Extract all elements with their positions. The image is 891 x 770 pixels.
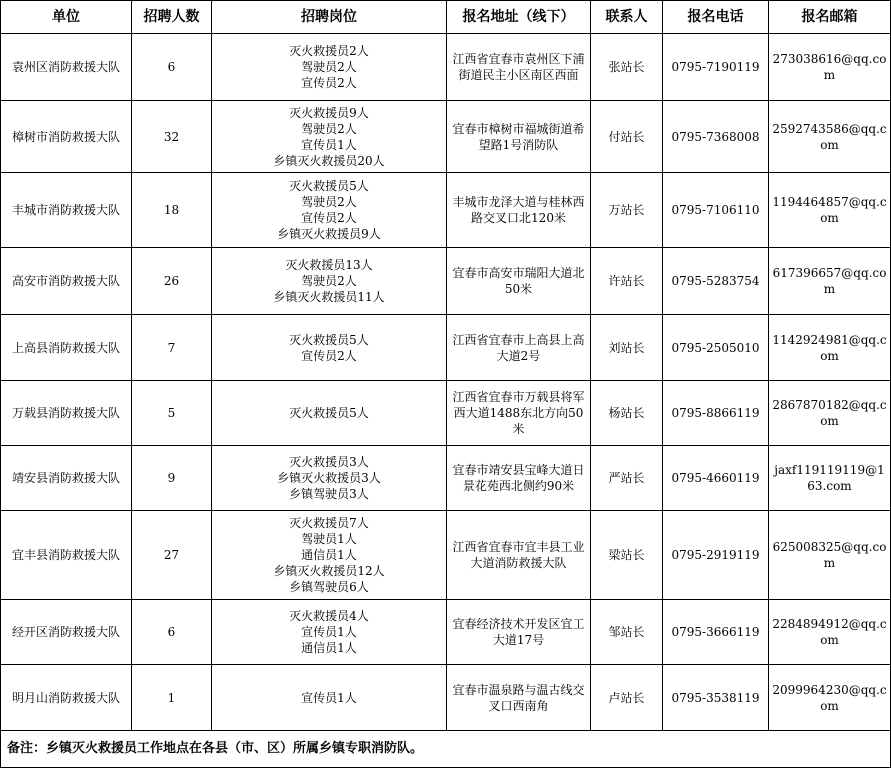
- contact-cell: 付站长: [591, 101, 663, 173]
- contact-cell: 严站长: [591, 446, 663, 511]
- count-cell: 32: [132, 101, 212, 173]
- header-phone: 报名电话: [663, 1, 769, 34]
- header-row: [1, 1, 891, 34]
- position-item: 灭火救援员13人: [285, 258, 373, 272]
- table-row: [1, 101, 891, 173]
- header-positions: 招聘岗位: [212, 1, 447, 34]
- unit-cell: 万载县消防救援大队: [1, 381, 132, 446]
- unit-cell: 明月山消防救援大队: [1, 665, 132, 731]
- unit-cell: 高安市消防救援大队: [1, 248, 132, 315]
- address-cell: 宜春经济技术开发区宜工大道17号: [447, 600, 591, 665]
- table-row: [1, 381, 891, 446]
- contact-cell: 卢站长: [591, 665, 663, 731]
- email-cell: 2867870182@qq.com: [769, 381, 891, 446]
- address-cell: 宜春市靖安县宝峰大道日景花苑西北侧约90米: [447, 446, 591, 511]
- count-cell: 9: [132, 446, 212, 511]
- email-cell: 2284894912@qq.com: [769, 600, 891, 665]
- email-cell: jaxf119119119@163.com: [769, 446, 891, 511]
- email-cell: 625008325@qq.com: [769, 511, 891, 600]
- position-item: 驾驶员2人: [301, 60, 357, 74]
- positions-cell: [212, 665, 447, 731]
- position-item: 灭火救援员3人: [289, 455, 369, 469]
- phone-cell: 0795-3666119: [663, 600, 769, 665]
- address-cell: 江西省宜春市宜丰县工业大道消防救援大队: [447, 511, 591, 600]
- unit-cell: 经开区消防救援大队: [1, 600, 132, 665]
- table-row: [1, 600, 891, 665]
- position-item: 灭火救援员5人: [289, 406, 369, 420]
- positions-cell: [212, 511, 447, 600]
- position-item: 驾驶员2人: [301, 195, 357, 209]
- positions-cell: [212, 101, 447, 173]
- header-count: 招聘人数: [132, 1, 212, 34]
- table-row: [1, 173, 891, 248]
- phone-cell: 0795-4660119: [663, 446, 769, 511]
- unit-cell: 宜丰县消防救援大队: [1, 511, 132, 600]
- position-item: 灭火救援员7人: [289, 516, 369, 530]
- position-item: 乡镇灭火救援员9人: [277, 227, 381, 241]
- phone-cell: 0795-7106110: [663, 173, 769, 248]
- note-row: [1, 731, 891, 768]
- contact-cell: 许站长: [591, 248, 663, 315]
- table-row: [1, 248, 891, 315]
- email-cell: 2592743586@qq.com: [769, 101, 891, 173]
- position-item: 灭火救援员5人: [289, 179, 369, 193]
- position-item: 乡镇灭火救援员3人: [277, 471, 381, 485]
- position-item: 乡镇驾驶员6人: [289, 580, 369, 594]
- note-text: 备注：乡镇灭火救援员工作地点在各县（市、区）所属乡镇专职消防队。: [1, 731, 891, 768]
- count-cell: 27: [132, 511, 212, 600]
- count-cell: 26: [132, 248, 212, 315]
- header-contact: 联系人: [591, 1, 663, 34]
- address-cell: 江西省宜春市万载县将军西大道1488东北方向50米: [447, 381, 591, 446]
- phone-cell: 0795-7368008: [663, 101, 769, 173]
- email-cell: 273038616@qq.com: [769, 34, 891, 101]
- positions-cell: [212, 381, 447, 446]
- position-item: 宣传员2人: [301, 348, 357, 363]
- contact-cell: 杨站长: [591, 381, 663, 446]
- contact-cell: 张站长: [591, 34, 663, 101]
- position-item: 通信员1人: [301, 641, 357, 655]
- position-item: 乡镇灭火救援员11人: [273, 290, 385, 304]
- address-cell: 宜春市樟树市福城街道希望路1号消防队: [447, 101, 591, 173]
- contact-cell: 万站长: [591, 173, 663, 248]
- position-item: 驾驶员2人: [301, 274, 357, 288]
- email-cell: 617396657@qq.com: [769, 248, 891, 315]
- count-cell: 1: [132, 665, 212, 731]
- phone-cell: 0795-2919119: [663, 511, 769, 600]
- position-item: 驾驶员1人: [301, 532, 357, 546]
- positions-cell: [212, 315, 447, 381]
- position-item: 宣传员1人: [301, 690, 357, 705]
- count-cell: 5: [132, 381, 212, 446]
- contact-cell: 邹站长: [591, 600, 663, 665]
- unit-cell: 袁州区消防救援大队: [1, 34, 132, 101]
- header-address: 报名地址（线下）: [447, 1, 591, 34]
- table-row: [1, 446, 891, 511]
- position-item: 驾驶员2人: [301, 121, 357, 136]
- position-item: 灭火救援员5人: [289, 332, 369, 347]
- address-cell: 江西省宜春市袁州区下浦街道民主小区南区西面: [447, 34, 591, 101]
- position-item: 灭火救援员2人: [289, 44, 369, 58]
- phone-cell: 0795-3538119: [663, 665, 769, 731]
- phone-cell: 0795-8866119: [663, 381, 769, 446]
- position-item: 宣传员1人: [301, 137, 357, 152]
- position-item: 灭火救援员4人: [289, 609, 369, 623]
- positions-cell: [212, 34, 447, 101]
- position-item: 乡镇驾驶员3人: [289, 487, 369, 501]
- count-cell: 6: [132, 600, 212, 665]
- positions-cell: [212, 248, 447, 315]
- positions-cell: [212, 173, 447, 248]
- position-item: 灭火救援员9人: [289, 105, 369, 120]
- count-cell: 7: [132, 315, 212, 381]
- email-cell: 2099964230@qq.com: [769, 665, 891, 731]
- header-email: 报名邮箱: [769, 1, 891, 34]
- table-row: [1, 315, 891, 381]
- table-row: [1, 34, 891, 101]
- header-unit: 单位: [1, 1, 132, 34]
- table-row: [1, 665, 891, 731]
- unit-cell: 上高县消防救援大队: [1, 315, 132, 381]
- positions-cell: [212, 446, 447, 511]
- position-item: 宣传员2人: [301, 211, 357, 225]
- address-cell: 江西省宜春市上高县上高大道2号: [447, 315, 591, 381]
- address-cell: 丰城市龙泽大道与桂林西路交叉口北120米: [447, 173, 591, 248]
- position-item: 通信员1人: [301, 548, 357, 562]
- position-item: 宣传员1人: [301, 625, 357, 639]
- positions-cell: [212, 600, 447, 665]
- position-item: 宣传员2人: [301, 76, 357, 90]
- count-cell: 6: [132, 34, 212, 101]
- phone-cell: 0795-2505010: [663, 315, 769, 381]
- contact-cell: 梁站长: [591, 511, 663, 600]
- table-row: [1, 511, 891, 600]
- email-cell: 1142924981@qq.com: [769, 315, 891, 381]
- position-item: 乡镇灭火救援员12人: [273, 564, 385, 578]
- unit-cell: 靖安县消防救援大队: [1, 446, 132, 511]
- address-cell: 宜春市温泉路与温古线交叉口西南角: [447, 665, 591, 731]
- unit-cell: 丰城市消防救援大队: [1, 173, 132, 248]
- position-item: 乡镇灭火救援员20人: [273, 153, 385, 168]
- unit-cell: 樟树市消防救援大队: [1, 101, 132, 173]
- address-cell: 宜春市高安市瑞阳大道北50米: [447, 248, 591, 315]
- email-cell: 1194464857@qq.com: [769, 173, 891, 248]
- count-cell: 18: [132, 173, 212, 248]
- phone-cell: 0795-5283754: [663, 248, 769, 315]
- phone-cell: 0795-7190119: [663, 34, 769, 101]
- contact-cell: 刘站长: [591, 315, 663, 381]
